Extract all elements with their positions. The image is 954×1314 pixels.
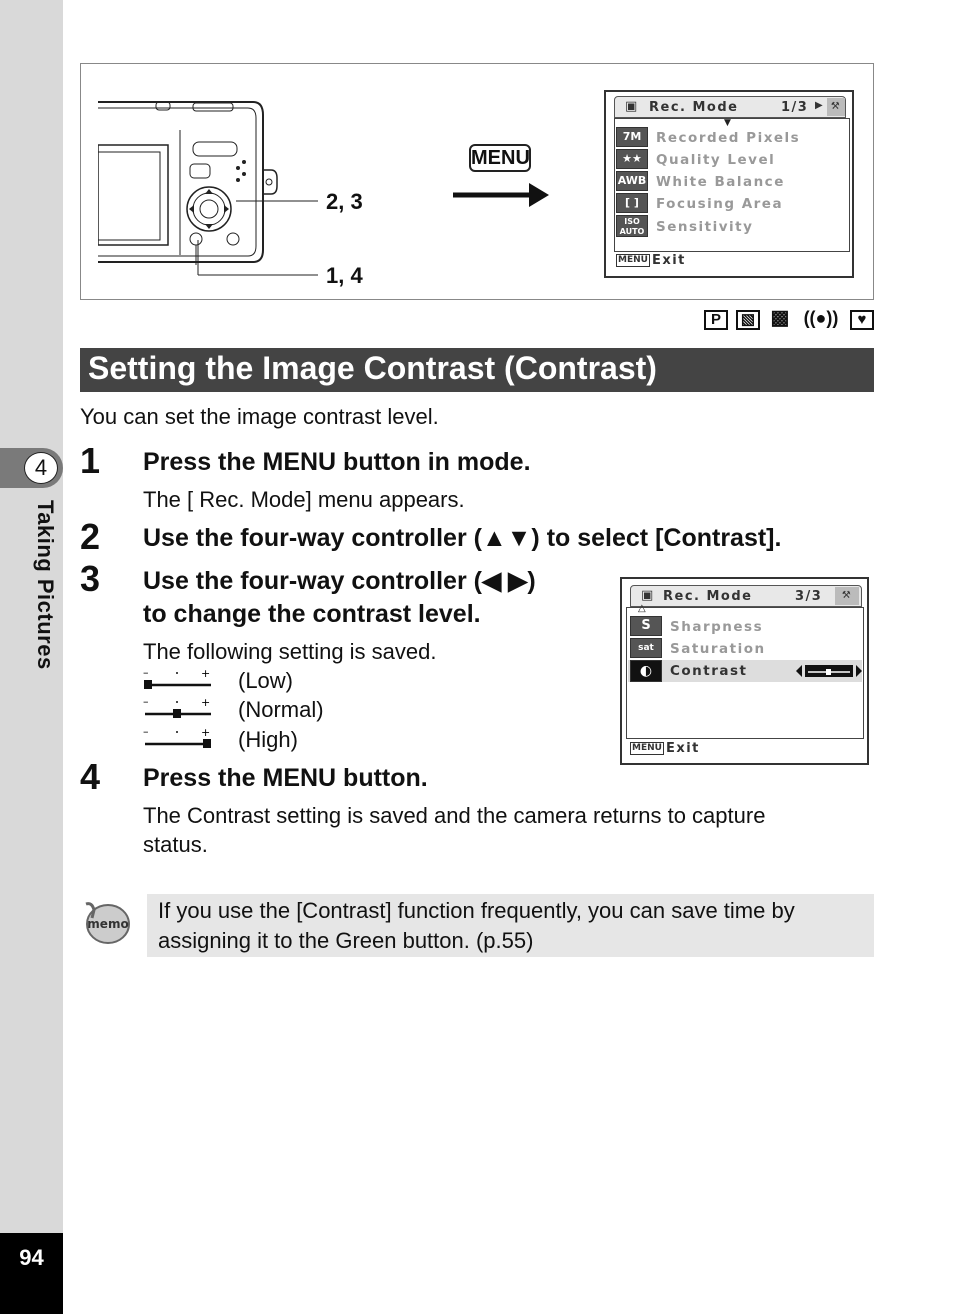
rec-mode-screen-1 [604,90,854,278]
menu-item-sensitivity[interactable]: Sensitivity [656,219,754,235]
applicable-modes [696,308,874,330]
memo-text: If you use the [Contrast] function frequently, you can save time by assigning it to the Green button. (p.55) [158,898,795,953]
step-1-text: Press the MENU button in mode. [143,448,531,476]
quality-icon: ★★ [616,149,648,169]
step-4-number: 4 [80,756,101,797]
step-4-note-line1: The Contrast setting is saved and the camera returns to capture [143,803,766,828]
program-mode-icon: P [704,310,728,330]
svg-text:memo: memo [87,917,129,931]
screen1-exit[interactable] [616,253,686,268]
exit-label: Exit [665,741,700,756]
level-marker [203,739,211,748]
screen2-header [630,585,862,607]
svg-text:+: + [201,697,211,709]
screen2-page: 3/3 [795,589,823,604]
menu-item-contrast[interactable]: Contrast [670,663,748,679]
movie-icon: ▩ [770,307,790,329]
night-scene-icon: ▧ [736,310,760,330]
menu-item-quality-level[interactable]: Quality Level [656,152,776,168]
step-4-note-line2: status. [143,832,208,857]
tools-icon: ⚒ [827,98,845,116]
contrast-level-low-label: (Low) [238,668,294,693]
contrast-level-normal-label: (Normal) [238,697,324,722]
section-title: Setting the Image Contrast (Contrast) [88,350,657,386]
contrast-level-high-label: (High) [238,727,298,752]
sharpness-icon: S [630,616,662,636]
rec-mode-screen-3 [620,577,869,765]
camera-icon: ▣ [625,99,639,114]
step-2-text: Use the four-way controller (▲▼) to select [Contrast]. [143,524,782,552]
tools-icon: ⚒ [835,587,859,605]
menu-item-saturation[interactable]: Saturation [670,641,766,657]
step-3-note: The following setting is saved. [143,639,437,664]
voice-icon: ((●)) [803,308,839,328]
contrast-value-slider[interactable] [796,663,862,679]
step-1-number: 1 [80,440,101,481]
svg-text:+: + [201,668,211,680]
svg-text:–: – [143,727,149,738]
contrast-level-normal-icon [143,697,213,719]
menu-item-sharpness[interactable]: Sharpness [670,619,764,635]
intro-text: You can set the image contrast level. [80,404,439,429]
play-arrow-icon: ▶ [815,100,825,111]
step-3-line2: to change the contrast level. [143,600,481,628]
screen1-title: Rec. Mode [649,100,739,115]
menu-item-recorded-pixels[interactable]: Recorded Pixels [656,130,801,146]
white-balance-icon: AWB [616,171,648,191]
menu-item-focusing-area[interactable]: Focusing Area [656,196,784,212]
sensitivity-icon: ISO AUTO [616,215,648,237]
chapter-title: Taking Pictures [33,500,58,670]
menu-mini-key: MENU [618,255,648,265]
menu-mini-key: MENU [632,743,662,753]
menu-item-white-balance[interactable]: White Balance [656,174,785,190]
callout-lines [196,195,321,277]
step-4-text: Press the MENU button. [143,764,428,792]
up-indicator-icon: △ [638,603,646,614]
down-indicator-icon: ▼ [724,118,731,128]
svg-text:+: + [201,727,211,739]
callout-steps-1-4: 1, 4 [326,263,363,288]
saturation-icon: sat [630,638,662,658]
step-1-note: The [ Rec. Mode] menu appears. [143,487,465,512]
memo-icon [82,900,130,946]
focus-area-icon: [ ] [616,193,648,213]
heart-icon: ♥ [850,310,874,330]
step-2-number: 2 [80,516,101,557]
svg-text:–: – [143,668,149,679]
page-number: 94 [19,1245,44,1270]
contrast-level-low-icon [143,668,213,690]
contrast-level-high-icon [143,727,213,749]
chapter-number: 4 [24,452,58,484]
level-marker [173,709,181,718]
level-marker [144,680,152,689]
camera-icon: ▣ [641,588,655,603]
screen1-page: 1/3 [781,100,809,115]
step-3-number: 3 [80,558,101,599]
right-arrow-icon [453,180,553,210]
exit-label: Exit [651,253,686,268]
contrast-icon: ◐ [630,660,662,682]
svg-text:–: – [143,697,149,708]
recorded-pixels-icon: 7M [616,127,648,147]
callout-steps-2-3: 2, 3 [326,189,363,214]
screen1-header [614,96,846,118]
step-3-line1: Use the four-way controller (◀ ▶) [143,567,536,595]
screen2-title: Rec. Mode [663,589,753,604]
screen2-exit[interactable] [630,741,700,756]
menu-key-icon: MENU [469,144,531,172]
